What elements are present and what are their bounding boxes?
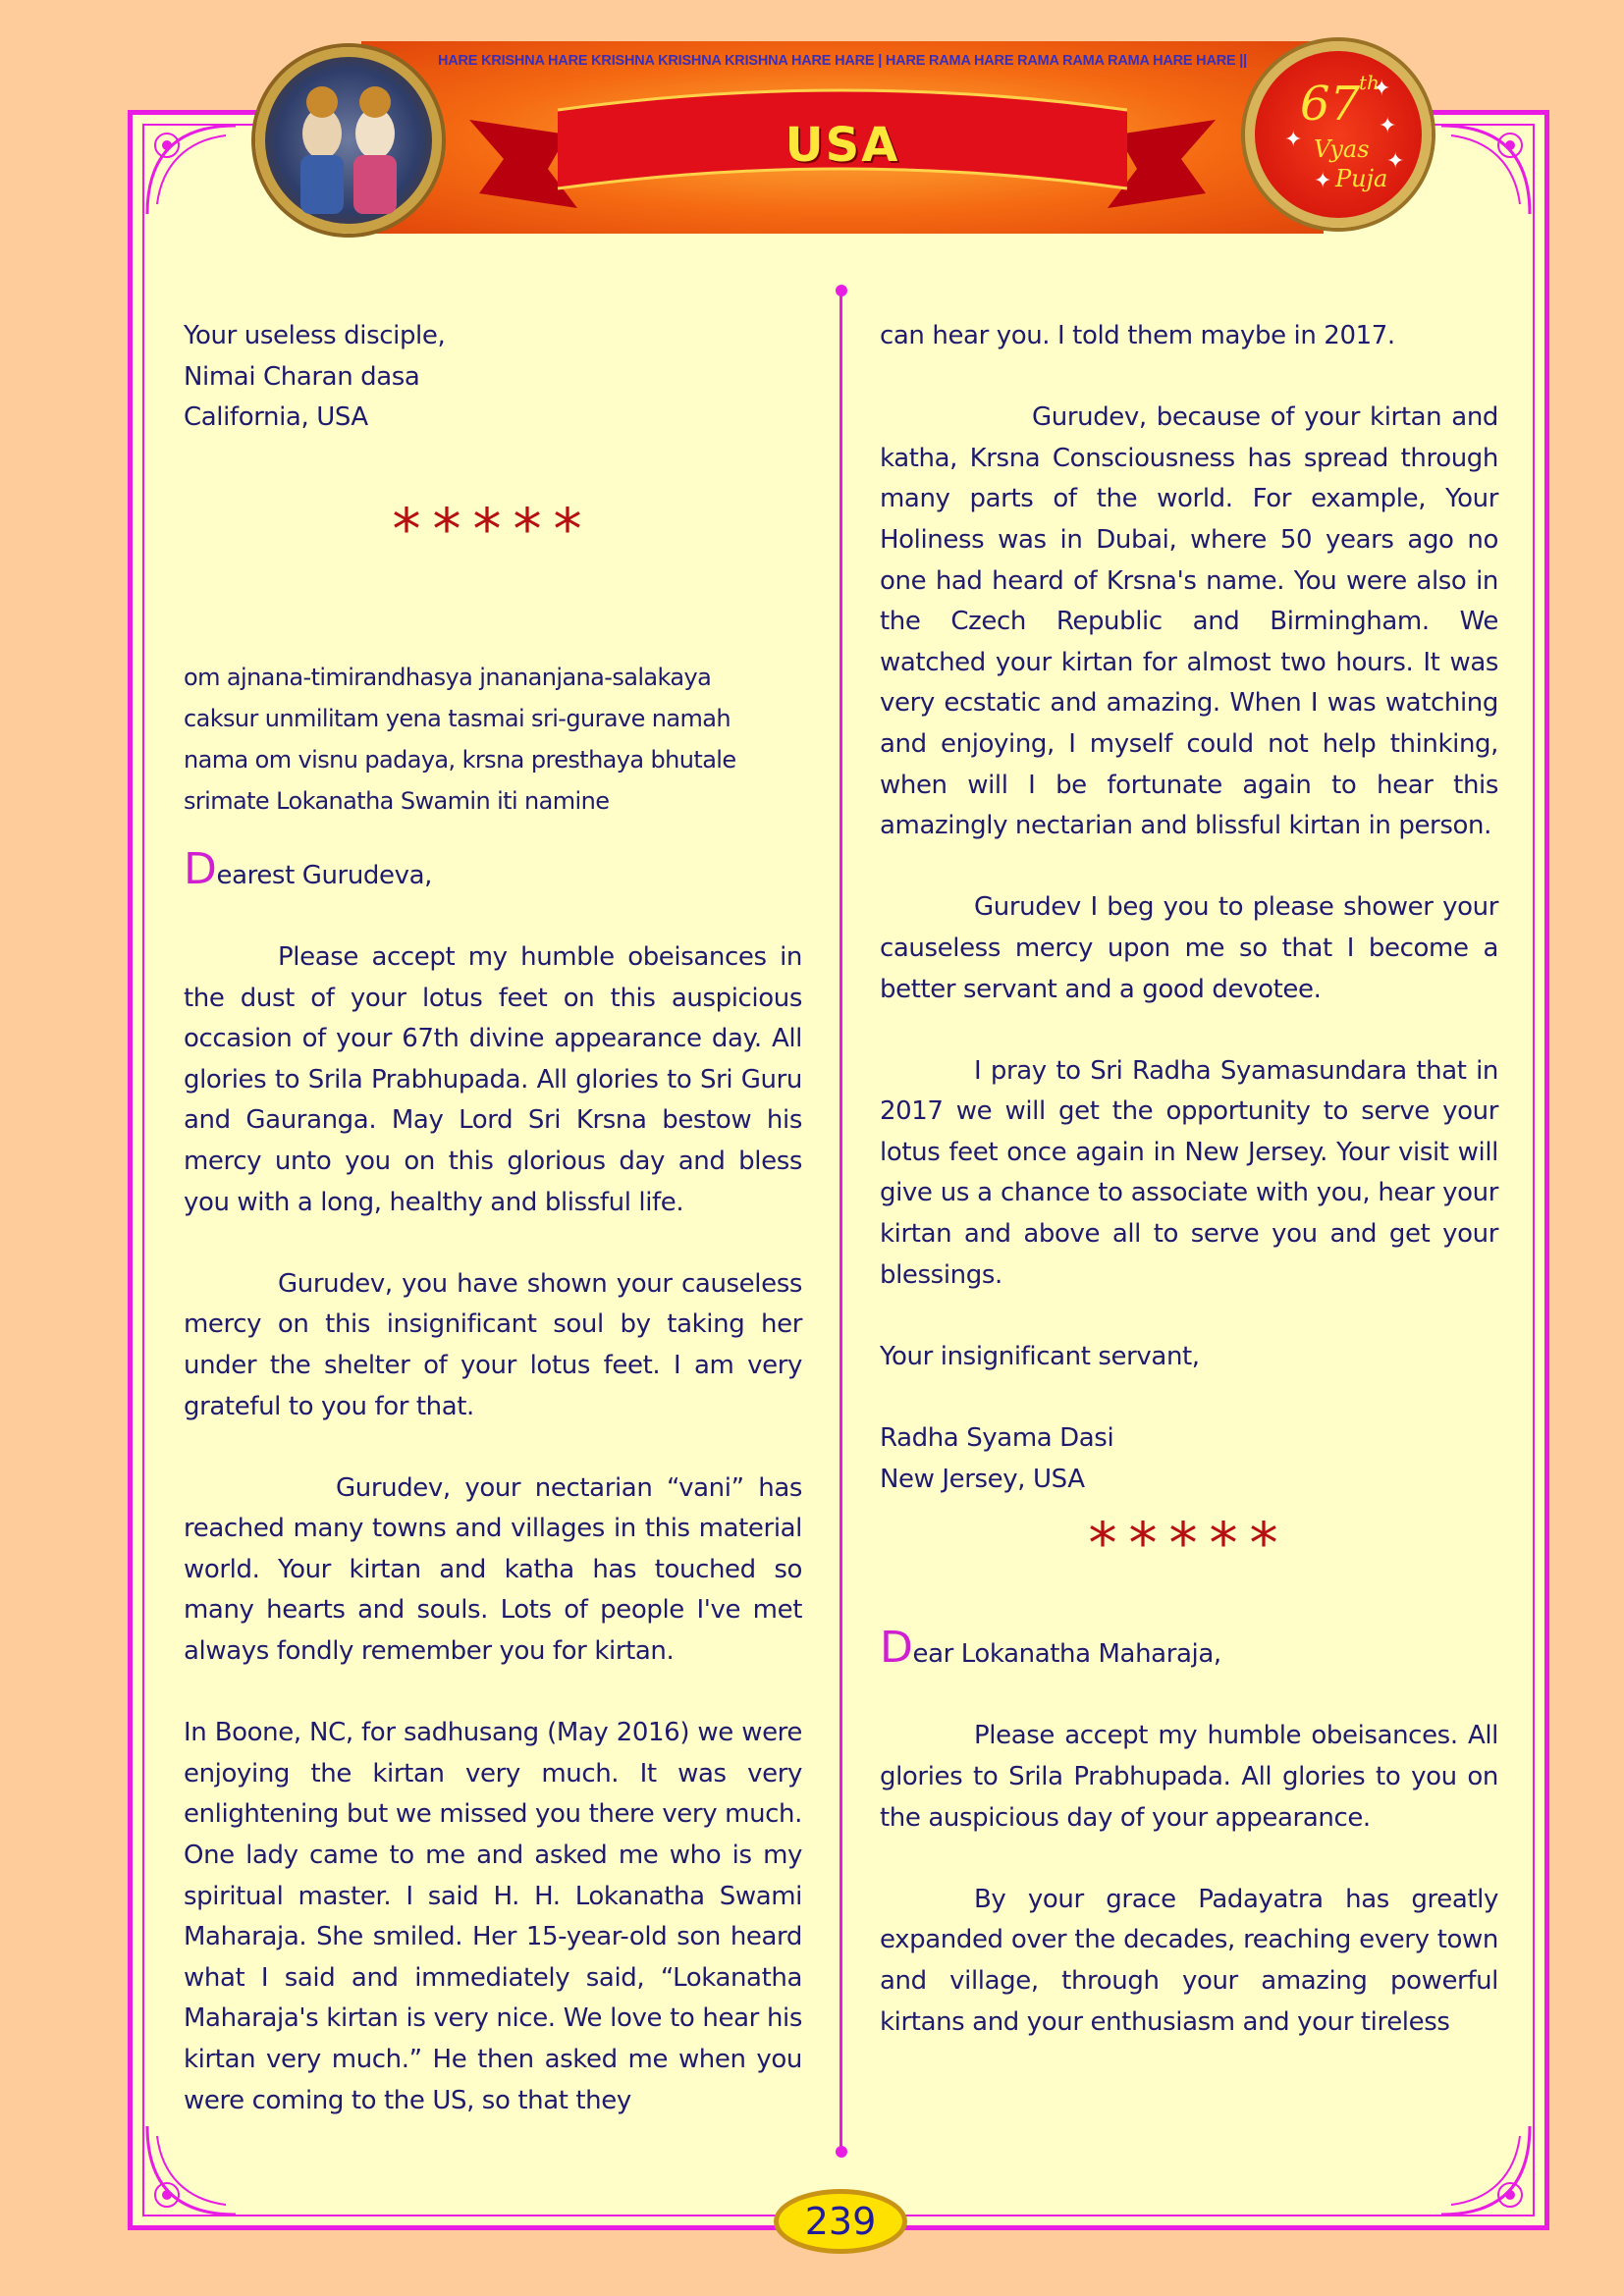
paragraph: Gurudev I beg you to please shower your causeless mercy upon me so that I become a better servant and a good devotee. (880, 892, 1498, 1004)
paragraph: Gurudev, because of your kirtan and katha, Krsna Consciousness has spread through many parts of the world. For example, Your Holiness was in Dubai, where 50 years ago no one had heard of Krsna's name. You were also in the Czech Republic and Birmingham. We watched your kirtan for almost two hours. It was very ecstatic and amazing. When I was watching and enjoying, I myself could not help thinking, when will I be fortunate again to hear this amazingly nectarian and blissful kirtan in person. (880, 402, 1498, 841)
salutation-text: earest Gurudeva, (216, 860, 433, 890)
corner-flourish-bottom-left (137, 2116, 245, 2224)
page-number: 239 (774, 2189, 907, 2254)
signoff-location: New Jersey, USA (880, 1464, 1085, 1494)
signoff-line: Your insignificant servant, (880, 1341, 1200, 1371)
column-divider (839, 291, 842, 2154)
divider-dot-bottom (836, 2146, 847, 2158)
signoff-line: Your useless disciple, (184, 321, 446, 350)
deity-image-icon (265, 57, 432, 224)
right-column (880, 316, 1498, 2043)
paragraph: Gurudev, you have shown your causeless mercy on this insignificant soul by taking her under the shelter of your lotus feet. I am very grateful to you for that. (184, 1268, 802, 1421)
paragraph: can hear you. I told them maybe in 2017. (880, 321, 1395, 350)
mantra-text: HARE KRISHNA HARE KRISHNA KRISHNA KRISHNA HARE HARE | HARE RAMA HARE RAMA RAMA RAMA HARE HARE || (437, 53, 1248, 69)
paragraph: By your grace Padayatra has greatly expanded over the decades, reaching every town and village, through your amazing powerful kirtans and your enthusiasm and your tireless (880, 1884, 1498, 2037)
signoff-location: California, USA (184, 402, 368, 433)
salutation (184, 843, 802, 897)
sparkle-icon: ✦ (1284, 128, 1303, 152)
sparkle-icon: ✦ (1373, 77, 1391, 101)
verse-line: nama om visnu padaya, krsna presthaya bhutale (184, 745, 736, 774)
corner-flourish-bottom-right (1432, 2116, 1540, 2224)
medal-vyas-text: Vyas (1314, 135, 1370, 163)
sparkle-icon: ✦ (1386, 149, 1405, 174)
header-banner (361, 41, 1324, 234)
deity-medallion (255, 47, 442, 234)
salutation-dropcap: D (184, 843, 217, 894)
star-separator: ***** (392, 495, 594, 562)
corner-flourish-top-right (1432, 116, 1540, 224)
corner-flourish-top-left (137, 116, 245, 224)
paragraph: I pray to Sri Radha Syamasundara that in 2017 we will get the opportunity to serve your lotus feet once again in New Jersey. Your visit will give us a chance to associate with you, hear your kirtan and above all to serve you and get your blessings. (880, 1055, 1498, 1290)
paragraph: Gurudev, your nectarian “vani” has reached many towns and villages in this material world. Your kirtan and katha has touched so many hearts and souls. Lots of people I've met always fondly remember you for kirtan. (184, 1472, 802, 1667)
medal-number: 67 (1300, 77, 1361, 132)
signoff-name: Radha Syama Dasi (880, 1423, 1114, 1454)
divider-dot-top (836, 285, 847, 296)
paragraph: Please accept my humble obeisances in the dust of your lotus feet on this auspicious occasion of your 67th divine appearance day. All glories to Srila Prabhupada. All glories to Sri Guru and Gauranga. May Lord Sri Krsna bestow his mercy unto you on this glorious day and bless you with a long, healthy and blissful life. (184, 941, 802, 1217)
verse-line: caksur unmilitam yena tasmai sri-gurave namah (184, 704, 731, 732)
salutation (880, 1623, 1498, 1676)
country-title: USA (785, 118, 900, 173)
left-column (184, 316, 802, 2121)
verse-line: srimate Lokanatha Swamin iti namine (184, 786, 610, 815)
star-separator: ***** (1088, 1510, 1290, 1577)
signoff-name: Nimai Charan dasa (184, 361, 420, 392)
paragraph: In Boone, NC, for sadhusang (May 2016) we were enjoying the kirtan very much. It was very enlightening but we missed you there very much. One lady came to me and asked me who is my spiritual master. I said H. H. Lokanatha Swami Maharaja. She smiled. Her 15-year-old son heard what I said and immediately said, “Lokanatha Maharaja's kirtan is very nice. We love to hear his kirtan very much.” He then asked me when you were coming to the US, so that they (184, 1718, 802, 2115)
sparkle-icon: ✦ (1379, 114, 1397, 138)
sparkle-icon: ✦ (1314, 169, 1332, 193)
vyas-puja-medallion (1245, 41, 1432, 228)
medal-puja-text: Puja (1335, 165, 1388, 192)
salutation-text: ear Lokanatha Maharaja, (912, 1639, 1221, 1670)
invocation-verse (184, 657, 802, 822)
medal-suffix: th (1359, 71, 1380, 94)
verse-line: om ajnana-timirandhasya jnananjana-salakaya (184, 663, 712, 691)
paragraph: Please accept my humble obeisances. All glories to Srila Prabhupada. All glories to you on the auspicious day of your appearance. (880, 1721, 1498, 1833)
salutation-dropcap: D (880, 1623, 913, 1674)
